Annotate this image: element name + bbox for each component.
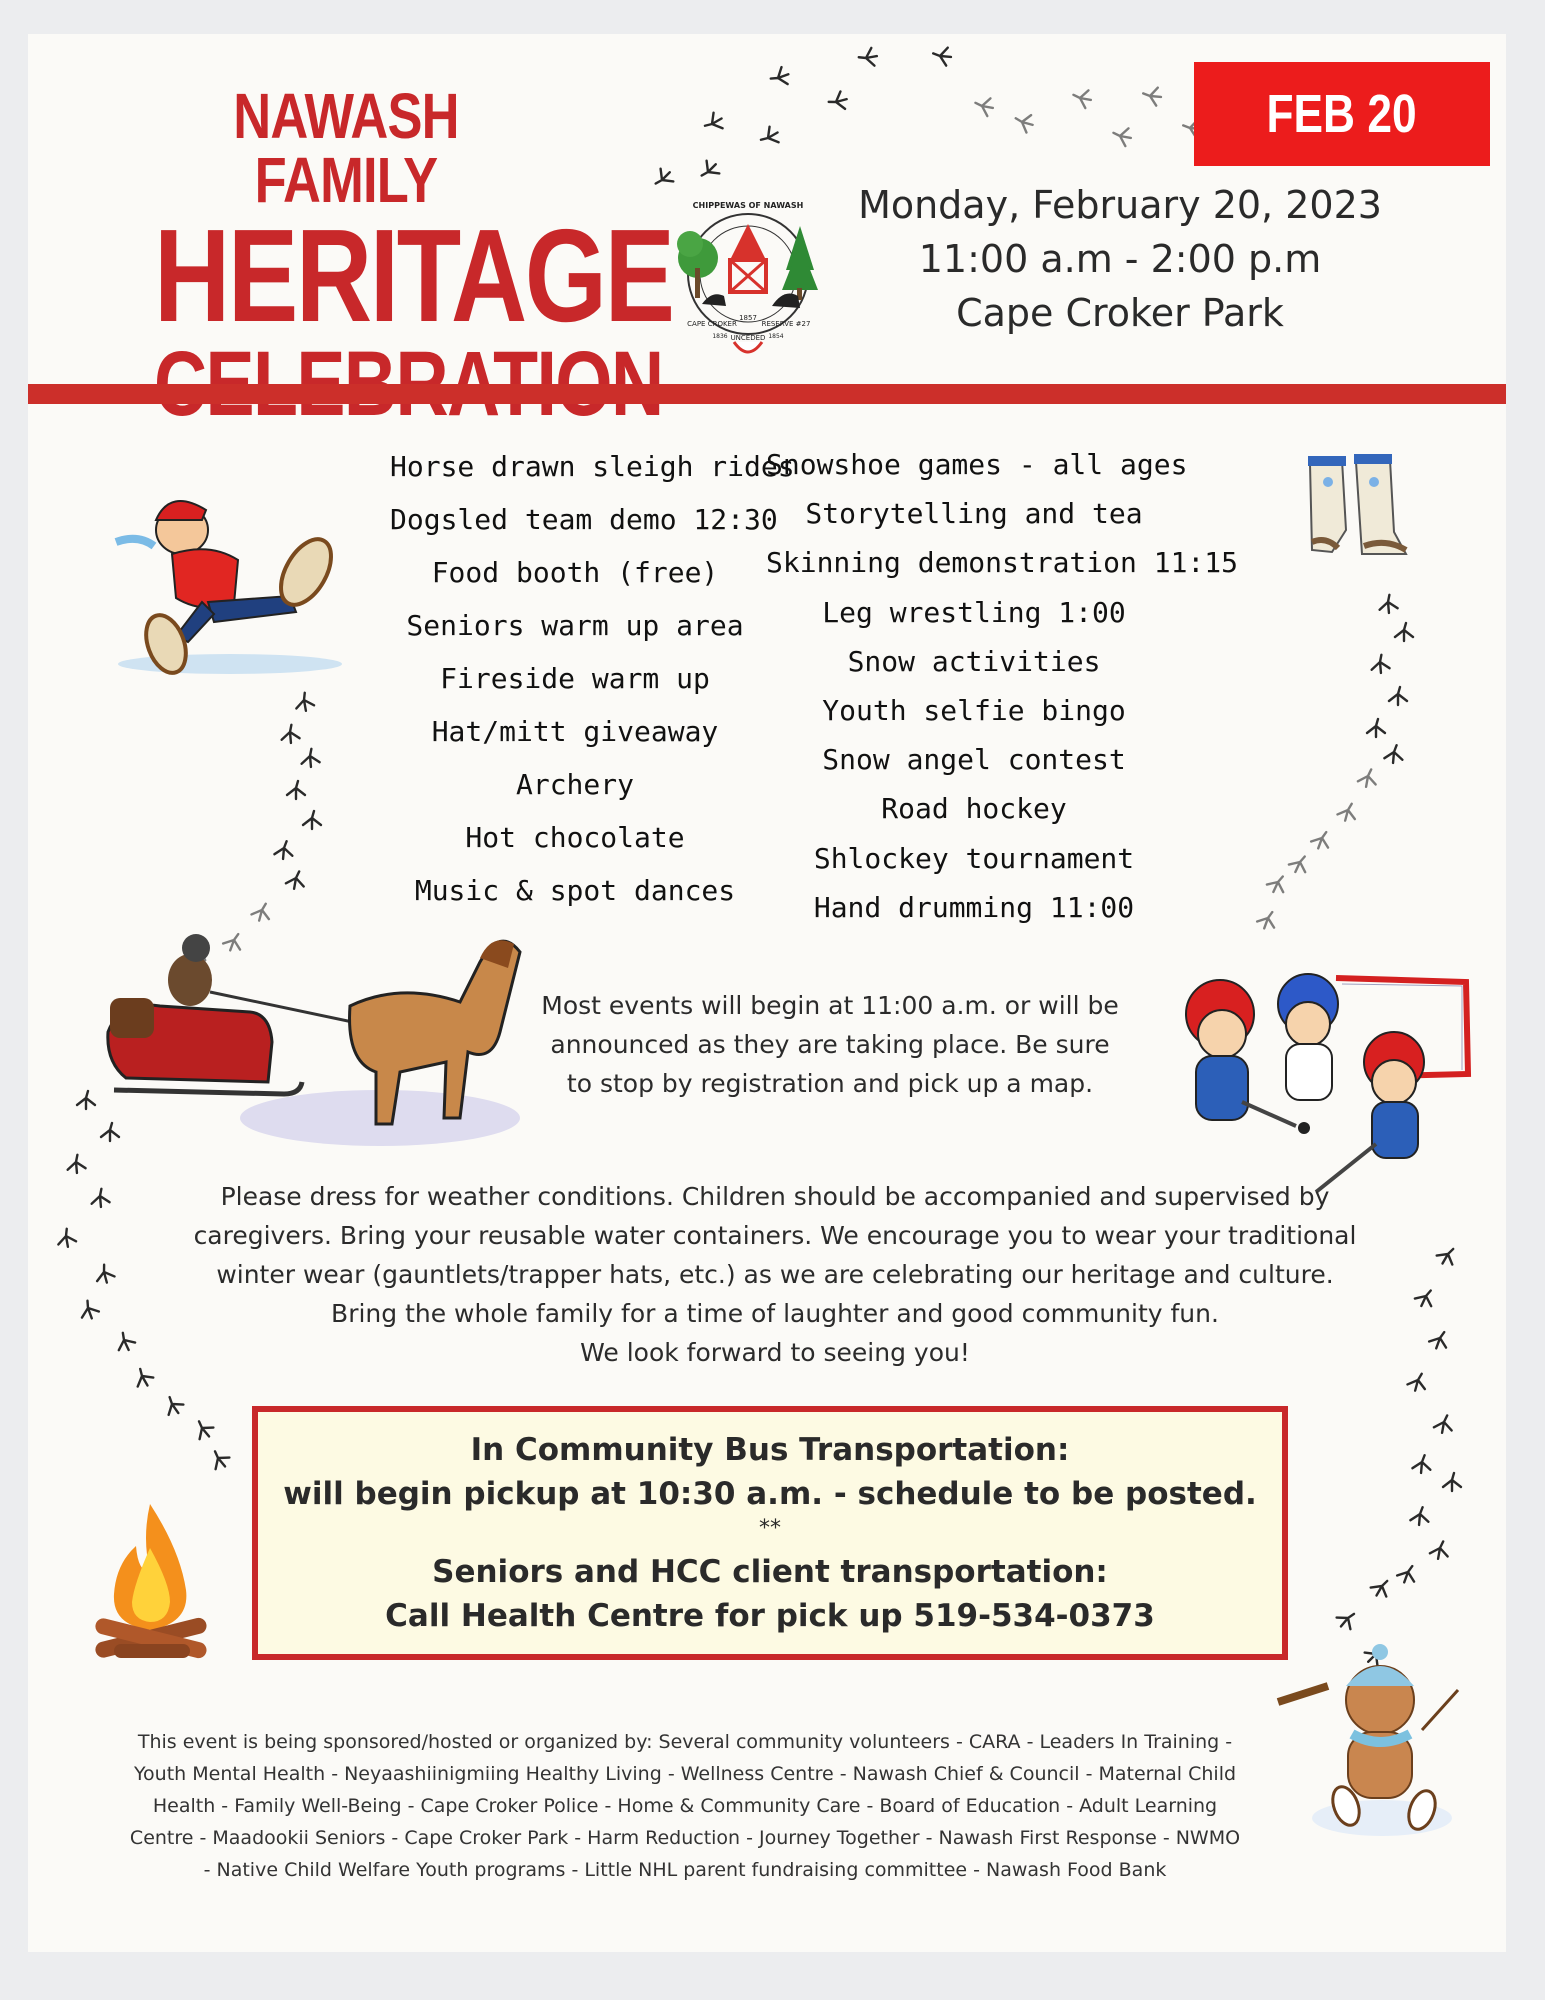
svg-text:1854: 1854 xyxy=(768,333,784,340)
event-date: Monday, February 20, 2023 xyxy=(858,183,1382,227)
notice-line: Most events will begin at 11:00 a.m. or will be xyxy=(541,991,1119,1020)
svg-text:CHIPPEWAS OF NAWASH: CHIPPEWAS OF NAWASH xyxy=(692,201,804,210)
activity-item: Snowshoe games - all ages xyxy=(766,448,1188,481)
activity-item: Archery xyxy=(515,768,634,801)
bus-pickup-info: will begin pickup at 10:30 a.m. - schedule to be posted. xyxy=(283,1476,1257,1512)
svg-text:CAPE CROKER: CAPE CROKER xyxy=(687,320,737,328)
notice-line: to stop by registration and pick up a map. xyxy=(566,1069,1094,1098)
activity-item: Leg wrestling 1:00 xyxy=(822,595,1126,629)
sponsor-line: - Native Child Welfare Youth programs - Little NHL parent fundraising committee - Nawash Food Bank xyxy=(203,1859,1167,1881)
sponsor-line: This event is being sponsored/hosted or organized by: Several community volunteers - CARA - Leaders In Training - xyxy=(137,1731,1233,1753)
svg-text:1836: 1836 xyxy=(712,333,728,340)
title-line-2: HERITAGE xyxy=(154,202,673,349)
svg-text:RESERVE #27: RESERVE #27 xyxy=(761,320,811,328)
header-divider xyxy=(28,384,1506,404)
bus-heading: In Community Bus Transportation: xyxy=(470,1432,1070,1468)
activity-item: Shlockey tournament xyxy=(813,841,1135,875)
seniors-transport-heading: Seniors and HCC client transportation: xyxy=(432,1554,1108,1590)
activity-item: Road hockey xyxy=(881,792,1067,826)
activity-item: Snow activities xyxy=(847,644,1101,678)
sponsor-line: Centre - Maadookii Seniors - Cape Croker Park - Harm Reduction - Journey Together - Nawash First Response - NWMO xyxy=(129,1827,1241,1849)
notice-line: announced as they are taking place. Be sure xyxy=(550,1030,1110,1059)
nawash-logo-icon xyxy=(668,186,830,366)
activity-item: Snow angel contest xyxy=(822,743,1126,777)
activity-item: Music & spot dances xyxy=(414,874,736,907)
activity-item: Hand drumming 11:00 xyxy=(813,890,1135,924)
event-details xyxy=(820,178,1420,340)
activities-list-right xyxy=(766,440,1239,932)
sponsor-line: Health - Family Well-Being - Cape Croker Police - Home & Community Care - Board of Education - Adult Learning xyxy=(152,1795,1218,1817)
activity-item: Skinning demonstration 11:15 xyxy=(766,546,1239,580)
date-badge xyxy=(1194,62,1490,166)
dress-guidance xyxy=(160,1177,1390,1372)
transportation-box xyxy=(252,1406,1288,1660)
hockey-kids-clipart-icon xyxy=(1176,952,1476,1196)
activity-item: Horse drawn sleigh rides xyxy=(390,450,795,483)
activity-item: Food booth (free) xyxy=(431,556,719,589)
activity-item: Hat/mitt giveaway xyxy=(431,715,719,748)
snowshoer-clipart-icon xyxy=(110,486,352,686)
mukluks-clipart-icon xyxy=(1302,450,1410,562)
event-title xyxy=(106,80,673,430)
activity-item: Youth selfie bingo xyxy=(822,693,1126,727)
bear-snowshoe-clipart-icon xyxy=(1272,1640,1460,1840)
svg-text:UNCEDED: UNCEDED xyxy=(730,334,766,342)
activities-list-left xyxy=(390,440,795,917)
dress-line: We look forward to seeing you! xyxy=(580,1338,970,1367)
activity-item: Hot chocolate xyxy=(465,821,685,854)
dress-line: winter wear (gauntlets/trapper hats, etc.) as we are celebrating our heritage and culture. xyxy=(216,1260,1334,1289)
horse-sleigh-clipart-icon xyxy=(100,922,528,1154)
activity-item: Dogsled team demo 12:30 xyxy=(390,503,778,536)
date-badge-text: FEB 20 xyxy=(1266,84,1418,144)
health-centre-phone: Call Health Centre for pick up 519-534-0373 xyxy=(385,1598,1155,1634)
bus-separator: ** xyxy=(759,1516,781,1541)
title-line-1: NAWASH FAMILY xyxy=(233,80,459,216)
campfire-clipart-icon xyxy=(90,1498,212,1668)
dress-line: Bring the whole family for a time of laughter and good community fun. xyxy=(331,1299,1219,1328)
svg-text:1857: 1857 xyxy=(739,314,757,322)
event-time: 11:00 a.m - 2:00 p.m xyxy=(918,237,1322,281)
dress-line: Please dress for weather conditions. Children should be accompanied and supervised by xyxy=(220,1182,1330,1211)
start-time-notice xyxy=(520,986,1140,1103)
activity-item: Fireside warm up xyxy=(440,662,710,695)
activity-item: Seniors warm up area xyxy=(406,609,744,642)
sponsor-line: Youth Mental Health - Neyaashiinigmiing Healthy Living - Wellness Centre - Nawash Chief & Council - Maternal Child xyxy=(133,1763,1237,1785)
event-location: Cape Croker Park xyxy=(956,291,1284,335)
dress-line: caregivers. Bring your reusable water containers. We encourage you to wear your traditional xyxy=(193,1221,1357,1250)
activity-item: Storytelling and tea xyxy=(805,497,1143,531)
sponsors-list xyxy=(80,1726,1290,1886)
